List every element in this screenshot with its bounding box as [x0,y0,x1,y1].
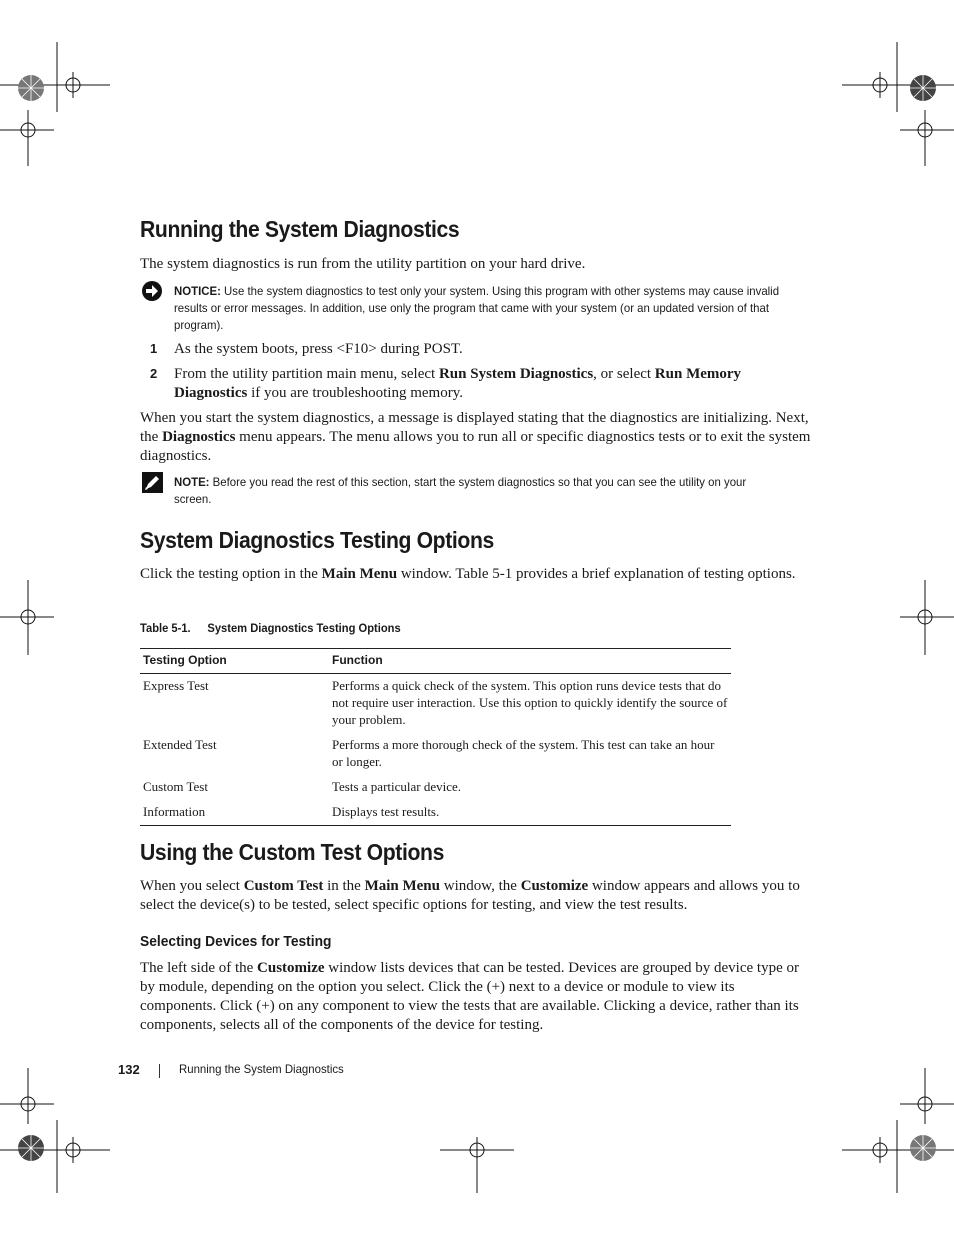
table-cell-option: Express Test [143,678,209,693]
section-title-testing-options: System Diagnostics Testing Options [140,527,494,553]
step-text: From the utility partition main menu, select Run System Diagnostics, or select Run Memory Diagnostics if you are troubleshooting memory. [174,366,742,401]
step-number: 1 [150,341,158,356]
running-footer-title: Running the System Diagnostics [179,1062,344,1076]
intro-paragraph: The system diagnostics is run from the utility partition on your hard drive. [140,256,586,272]
table-cell-option: Information [140,800,329,826]
table-row [140,775,731,800]
notice-text: Use the system diagnostics to test only your system. Using this program with other systems may cause invalid results or error messages. In addition, use only the program that came with your system (or an updated version of that program). [174,284,780,332]
step-number: 2 [150,366,158,381]
table-caption: Table 5-1. System Diagnostics Testing Options [140,621,401,635]
footer-divider [159,1064,160,1078]
table-row [140,733,731,775]
selecting-devices-paragraph: The left side of the Customize window lists devices that can be tested. Devices are grouped by device type or by module, depending on the option you select. Click the (+) next to a device or module to view its components. Click (+) on any component to view the tests that are available. Clicking a device, rather than its components, selects all of the components of the device for testing. [140,960,799,1033]
section-title-running-diagnostics: Running the System Diagnostics [140,216,460,242]
testing-options-table [140,648,731,826]
notice-box [174,283,782,334]
note-label: NOTE: [174,475,210,489]
custom-test-paragraph: When you select Custom Test in the Main Menu window, the Customize window appears and allows you to select the device(s) to be tested, select specific options for testing, and view the test results. [140,878,800,913]
start-paragraph: When you start the system diagnostics, a message is displayed stating that the diagnostics are initializing. Next, the Diagnostics menu appears. The menu allows you to run all or specific diagnostics tests or to exit the system diagnostics. [140,410,811,464]
step-text: As the system boots, press <F10> during POST. [174,341,463,357]
notice-arrow-icon [141,280,165,302]
table-cell-option: Custom Test [143,779,208,794]
note-pencil-icon [142,472,164,494]
table-row [140,800,731,826]
notice-label: NOTICE: [174,284,221,298]
table-cell-function: Tests a particular device. [332,779,462,794]
table-cell-function: Displays test results. [329,800,731,826]
table-row [140,674,731,734]
testing-options-paragraph: Click the testing option in the Main Menu window. Table 5-1 provides a brief explanation of testing options. [140,566,796,582]
note-box [174,474,782,508]
table-header-option: Testing Option [140,649,329,674]
subsection-title-selecting-devices: Selecting Devices for Testing [140,933,332,950]
section-title-custom-test: Using the Custom Test Options [140,839,445,865]
note-text: Before you read the rest of this section, start the system diagnostics so that you can see the utility on your screen. [174,475,747,506]
table-cell-function: Performs a quick check of the system. This option runs device tests that do not require user interaction. Use this option to quickly identify the source of your problem. [332,678,728,727]
table-cell-option: Extended Test [143,737,217,752]
table-header-function: Function [329,649,731,674]
table-cell-function: Performs a more thorough check of the system. This test can take an hour or longer. [332,737,715,769]
page-number: 132 [118,1062,140,1077]
